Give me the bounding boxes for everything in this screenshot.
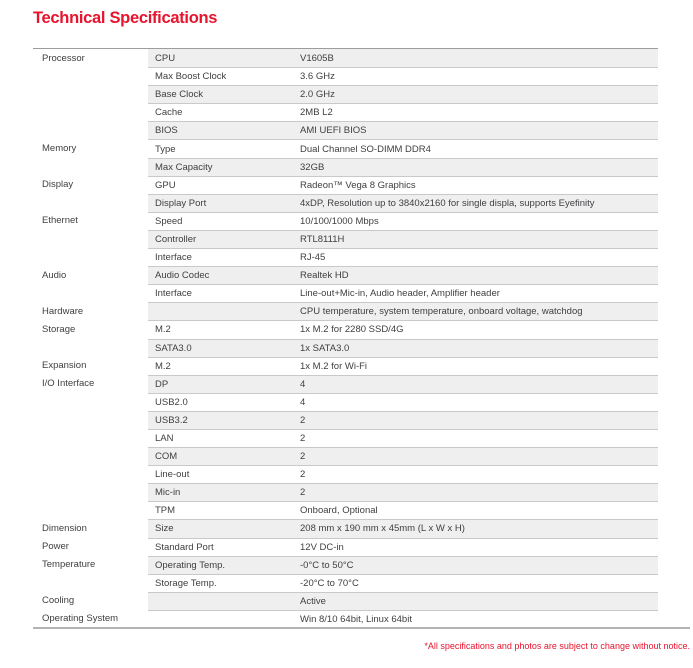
row-stripe xyxy=(148,339,658,357)
table-row xyxy=(33,67,658,85)
key-cell: M.2 xyxy=(155,360,171,372)
row-stripe xyxy=(148,538,658,556)
value-cell: Radeon™ Vega 8 Graphics xyxy=(300,179,416,191)
key-cell: Line-out xyxy=(155,469,190,481)
category-cell xyxy=(33,284,148,302)
row-stripe xyxy=(148,302,658,320)
category-cell: Memory xyxy=(33,139,148,157)
table-row xyxy=(33,320,658,338)
row-stripe xyxy=(148,483,658,501)
value-cell: RJ-45 xyxy=(300,252,326,264)
category-cell xyxy=(33,483,148,501)
category-cell: Cooling xyxy=(33,592,148,610)
table-row xyxy=(33,176,658,194)
key-cell xyxy=(148,303,300,320)
page-title: Technical Specifications xyxy=(33,9,218,27)
row-stripe xyxy=(148,411,658,429)
row-stripe xyxy=(148,121,658,139)
key-cell: BIOS xyxy=(155,125,178,137)
table-row xyxy=(33,393,658,411)
row-stripe xyxy=(148,139,658,157)
value-cell: 1x SATA3.0 xyxy=(300,342,350,354)
table-row xyxy=(33,103,658,121)
row-stripe xyxy=(148,176,658,194)
row-stripe xyxy=(148,375,658,393)
value-cell: 2.0 GHz xyxy=(300,89,335,101)
value-cell: 1x M.2 for 2280 SSD/4G xyxy=(300,324,404,336)
key-cell: USB2.0 xyxy=(155,396,188,408)
category-cell: Dimension xyxy=(33,519,148,537)
key-cell: USB3.2 xyxy=(155,414,188,426)
category-cell: Hardware xyxy=(33,302,148,320)
key-cell: TPM xyxy=(155,505,176,517)
table-row xyxy=(33,194,658,212)
value-cell: 4xDP, Resolution up to 3840x2160 for single displa, supports Eyefinity xyxy=(300,197,595,209)
category-cell xyxy=(33,339,148,357)
value-cell: 3.6 GHz xyxy=(300,71,335,83)
table-row xyxy=(33,49,658,67)
row-stripe xyxy=(148,320,658,338)
value-cell: Active xyxy=(300,595,326,607)
spec-table-rows xyxy=(33,49,658,628)
category-cell xyxy=(33,85,148,103)
key-cell: Display Port xyxy=(155,197,207,209)
category-cell: Expansion xyxy=(33,357,148,375)
value-cell: 4 xyxy=(300,396,306,408)
table-row xyxy=(33,158,658,176)
key-cell: Max Capacity xyxy=(155,161,213,173)
table-row xyxy=(33,483,658,501)
row-stripe xyxy=(148,194,658,212)
table-row xyxy=(33,465,658,483)
row-stripe xyxy=(148,357,658,375)
value-cell: V1605B xyxy=(300,52,334,64)
row-stripe xyxy=(148,49,658,67)
category-cell: Ethernet xyxy=(33,212,148,230)
value-cell: 12V DC-in xyxy=(300,541,344,553)
table-row xyxy=(33,592,658,610)
footnote: *All specifications and photos are subject to change without notice. xyxy=(424,641,690,651)
key-cell: Speed xyxy=(155,215,183,227)
value-cell: AMI UEFI BIOS xyxy=(300,125,367,137)
key-cell: Interface xyxy=(155,288,192,300)
value-cell: RTL8111H xyxy=(300,233,345,245)
key-cell: Cache xyxy=(155,107,183,119)
key-cell: Mic-in xyxy=(155,487,181,499)
key-cell xyxy=(148,593,300,610)
table-row xyxy=(33,266,658,284)
category-cell xyxy=(33,248,148,266)
key-cell xyxy=(148,611,300,628)
table-row xyxy=(33,447,658,465)
key-cell: Base Clock xyxy=(155,89,204,101)
table-row xyxy=(33,139,658,157)
row-stripe xyxy=(148,266,658,284)
table-row xyxy=(33,411,658,429)
table-row xyxy=(33,248,658,266)
key-cell: GPU xyxy=(155,179,176,191)
key-cell: SATA3.0 xyxy=(155,342,192,354)
category-cell xyxy=(33,393,148,411)
table-row xyxy=(33,519,658,537)
value-cell: 1x M.2 for Wi-Fi xyxy=(300,360,368,372)
table-row xyxy=(33,212,658,230)
row-stripe xyxy=(148,393,658,411)
row-stripe xyxy=(148,85,658,103)
row-stripe xyxy=(148,501,658,519)
category-cell xyxy=(33,574,148,592)
category-cell xyxy=(33,465,148,483)
category-cell: Display xyxy=(33,176,148,194)
row-stripe xyxy=(148,212,658,230)
category-cell: Power xyxy=(33,538,148,556)
row-stripe xyxy=(148,230,658,248)
row-stripe xyxy=(148,429,658,447)
value-cell: Dual Channel SO-DIMM DDR4 xyxy=(300,143,431,155)
category-cell: I/O Interface xyxy=(33,375,148,393)
category-cell xyxy=(33,67,148,85)
key-cell: CPU xyxy=(155,52,176,64)
row-stripe xyxy=(148,103,658,121)
table-row xyxy=(33,375,658,393)
category-cell xyxy=(33,447,148,465)
value-cell: -20°C to 70°C xyxy=(300,577,359,589)
key-cell: Size xyxy=(155,523,174,535)
table-row xyxy=(33,610,658,628)
category-cell xyxy=(33,103,148,121)
category-cell: Audio xyxy=(33,266,148,284)
key-cell: Controller xyxy=(155,233,197,245)
key-cell: Standard Port xyxy=(155,541,214,553)
category-cell: Storage xyxy=(33,320,148,338)
table-bottom-border xyxy=(33,627,690,629)
value-cell: 2MB L2 xyxy=(300,107,333,119)
value-cell: 2 xyxy=(300,487,306,499)
table-row xyxy=(33,302,658,320)
value-cell: Onboard, Optional xyxy=(300,505,378,517)
key-cell: Interface xyxy=(155,252,192,264)
value-cell: 2 xyxy=(300,469,306,481)
category-cell xyxy=(33,230,148,248)
value-cell: 10/100/1000 Mbps xyxy=(300,215,379,227)
row-stripe xyxy=(148,556,658,574)
value-cell: 2 xyxy=(300,451,306,463)
table-row xyxy=(33,429,658,447)
row-stripe xyxy=(148,574,658,592)
row-stripe xyxy=(148,67,658,85)
category-cell xyxy=(33,158,148,176)
key-cell: LAN xyxy=(155,433,174,445)
category-cell: Operating System xyxy=(33,610,148,628)
value-cell: 4 xyxy=(300,378,306,390)
key-cell: Max Boost Clock xyxy=(155,71,227,83)
category-cell: Processor xyxy=(33,49,148,67)
category-cell xyxy=(33,501,148,519)
key-cell: Operating Temp. xyxy=(155,559,226,571)
row-stripe xyxy=(148,610,658,628)
row-stripe xyxy=(148,158,658,176)
row-stripe xyxy=(148,284,658,302)
key-cell: Type xyxy=(155,143,176,155)
value-cell: 2 xyxy=(300,433,306,445)
spec-table xyxy=(33,48,658,628)
value-cell: -0°C to 50°C xyxy=(300,559,354,571)
key-cell: Audio Codec xyxy=(155,270,210,282)
row-stripe xyxy=(148,248,658,266)
table-row xyxy=(33,357,658,375)
category-cell xyxy=(33,194,148,212)
row-stripe xyxy=(148,592,658,610)
value-cell: Realtek HD xyxy=(300,270,349,282)
key-cell: M.2 xyxy=(155,324,171,336)
category-cell: Temperature xyxy=(33,556,148,574)
table-row xyxy=(33,284,658,302)
category-cell xyxy=(33,121,148,139)
table-row xyxy=(33,339,658,357)
table-row xyxy=(33,501,658,519)
row-stripe xyxy=(148,465,658,483)
table-row xyxy=(33,85,658,103)
table-row xyxy=(33,230,658,248)
key-cell: DP xyxy=(155,378,169,390)
value-cell: Win 8/10 64bit, Linux 64bit xyxy=(300,613,412,625)
value-cell: 2 xyxy=(300,414,306,426)
category-cell xyxy=(33,411,148,429)
value-cell: 208 mm x 190 mm x 45mm (L x W x H) xyxy=(300,523,465,535)
key-cell: COM xyxy=(155,451,178,463)
row-stripe xyxy=(148,519,658,537)
key-cell: Storage Temp. xyxy=(155,577,217,589)
category-cell xyxy=(33,429,148,447)
table-row xyxy=(33,121,658,139)
value-cell: Line-out+Mic-in, Audio header, Amplifier header xyxy=(300,288,500,300)
value-cell: CPU temperature, system temperature, onboard voltage, watchdog xyxy=(300,306,583,318)
row-stripe xyxy=(148,447,658,465)
value-cell: 32GB xyxy=(300,161,325,173)
table-row xyxy=(33,556,658,574)
table-row xyxy=(33,538,658,556)
table-row xyxy=(33,574,658,592)
